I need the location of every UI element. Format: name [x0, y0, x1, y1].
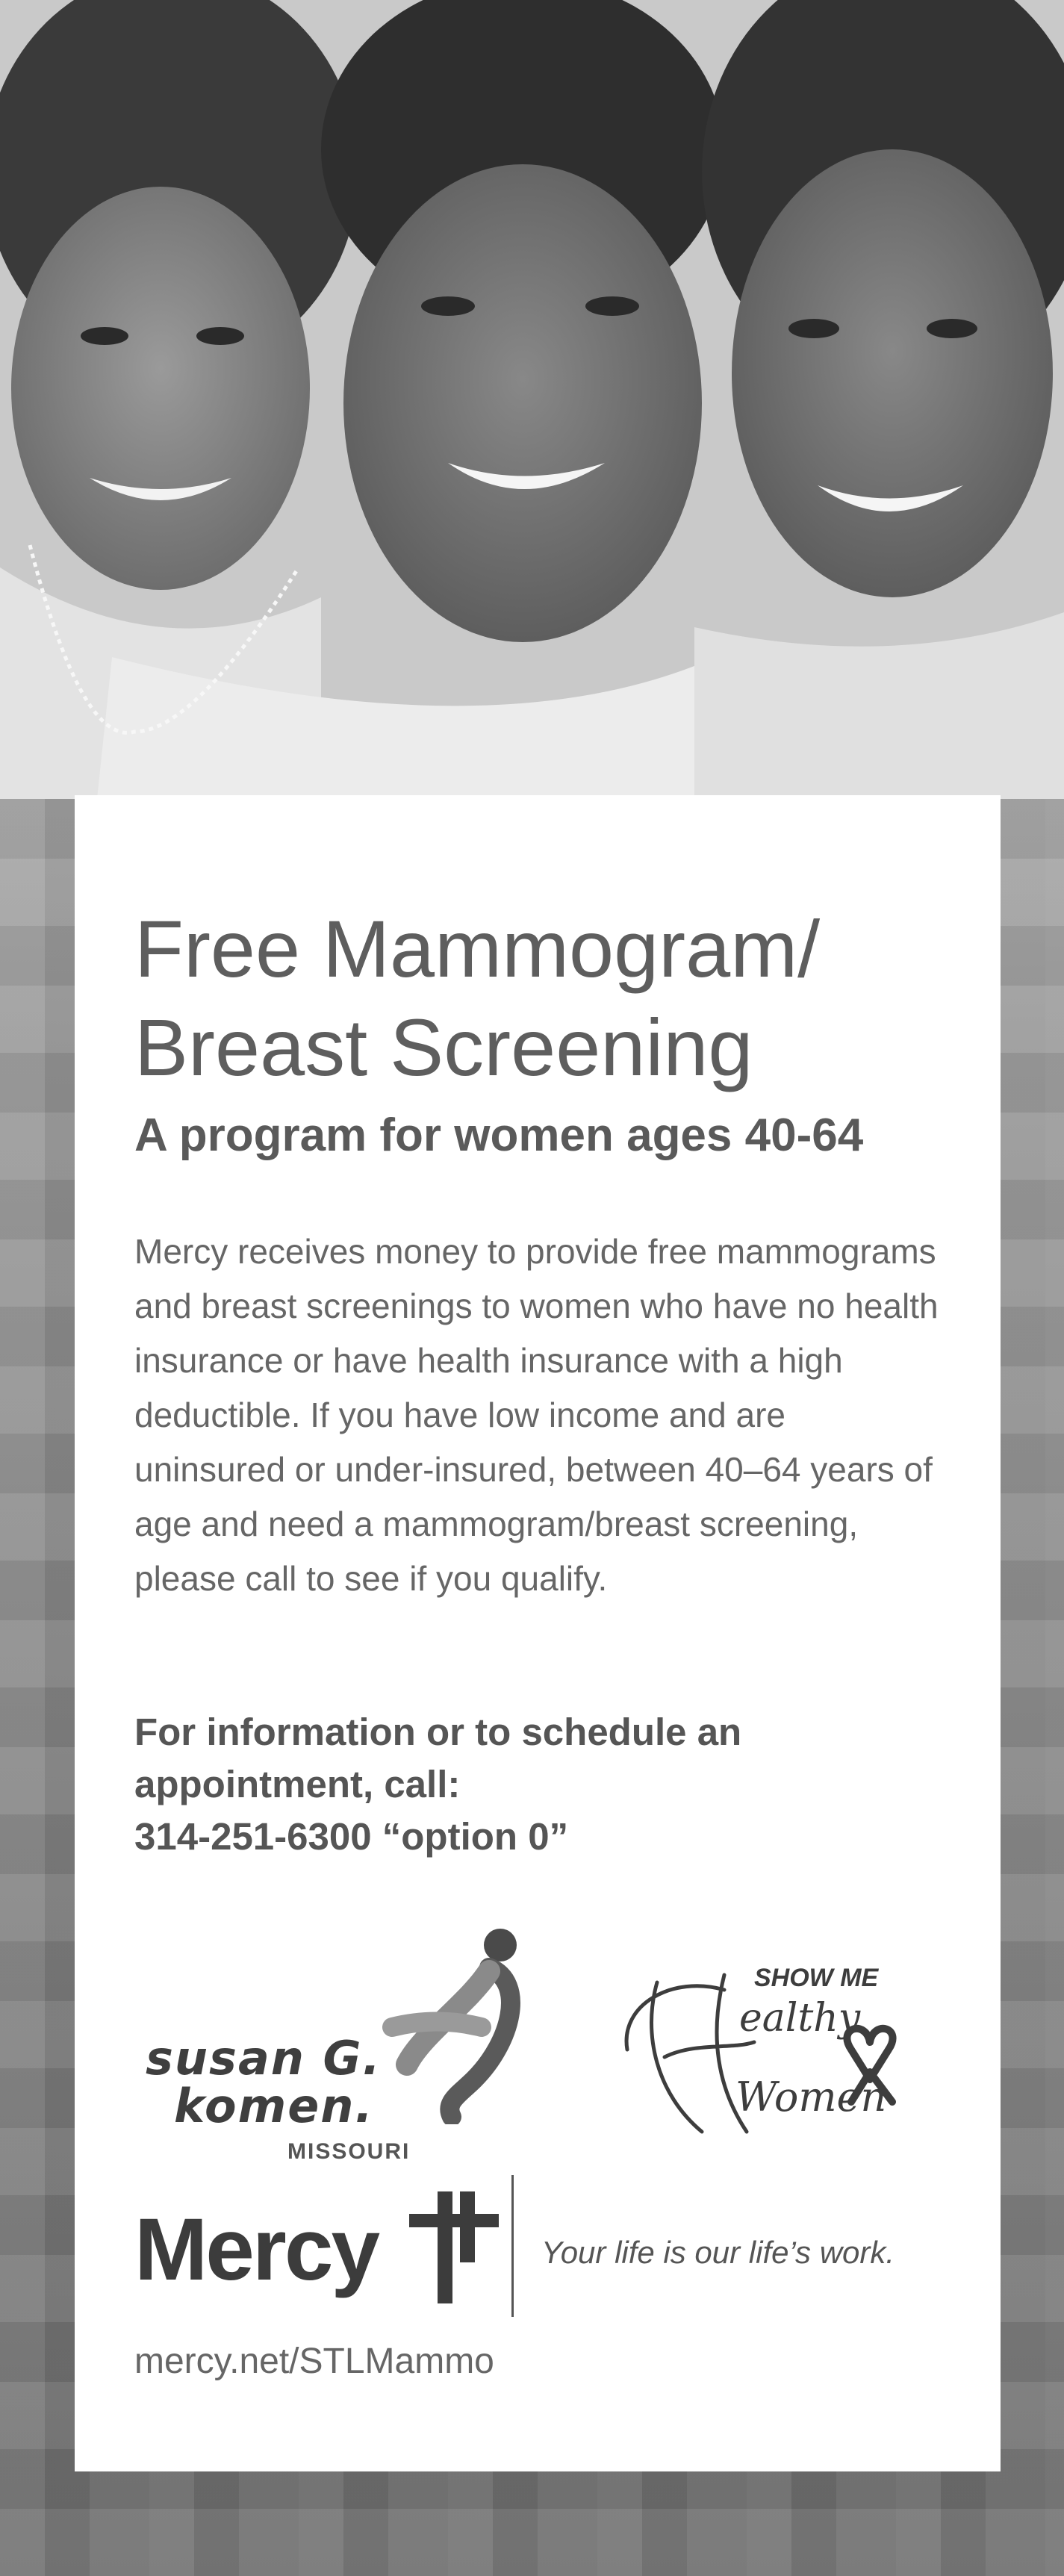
komen-wordmark: susan G. komen.	[146, 2031, 382, 2133]
three-women-photo-icon	[0, 0, 1064, 799]
subheadline: A program for women ages 40-64	[134, 1110, 864, 1161]
logo-divider	[511, 2175, 514, 2317]
healthy-text: ealthy	[739, 1996, 861, 2041]
phone-number: 314-251-6300 “option 0”	[134, 1815, 569, 1858]
mercy-cross-icon	[409, 2191, 499, 2303]
mercy-wordmark: Mercy	[134, 2200, 379, 2299]
cta-line-2: appointment, call:	[134, 1763, 461, 1805]
mercy-logo-row	[134, 2169, 956, 2318]
cta-line-1: For information or to schedule an	[134, 1711, 742, 1753]
mercy-tagline: Your life is our life’s work.	[541, 2235, 895, 2270]
headline-line-1: Free Mammogram/	[134, 903, 821, 994]
content-card	[75, 795, 1001, 2471]
headline	[134, 900, 956, 1097]
call-to-action	[134, 1706, 941, 1863]
headline-line-2: Breast Screening	[134, 1002, 753, 1092]
website-url[interactable]: mercy.net/STLMammo	[134, 2342, 494, 2381]
komen-logo	[138, 1915, 541, 2164]
show-me-healthy-women-logo	[612, 1960, 926, 2154]
women-text: Women	[735, 2073, 887, 2121]
show-me-text: SHOW ME	[754, 1964, 879, 1992]
body-paragraph: Mercy receives money to provide free mammograms and breast screenings to women who have no health insurance or have health insurance with a high deductible. If you have low income and are uninsured or under-insured, between 40–64 years of age and need a mammogram/breast screening, please call to see if you qualify.	[134, 1232, 939, 1598]
header-photo	[0, 0, 1064, 799]
komen-state-label: MISSOURI	[287, 2139, 411, 2164]
